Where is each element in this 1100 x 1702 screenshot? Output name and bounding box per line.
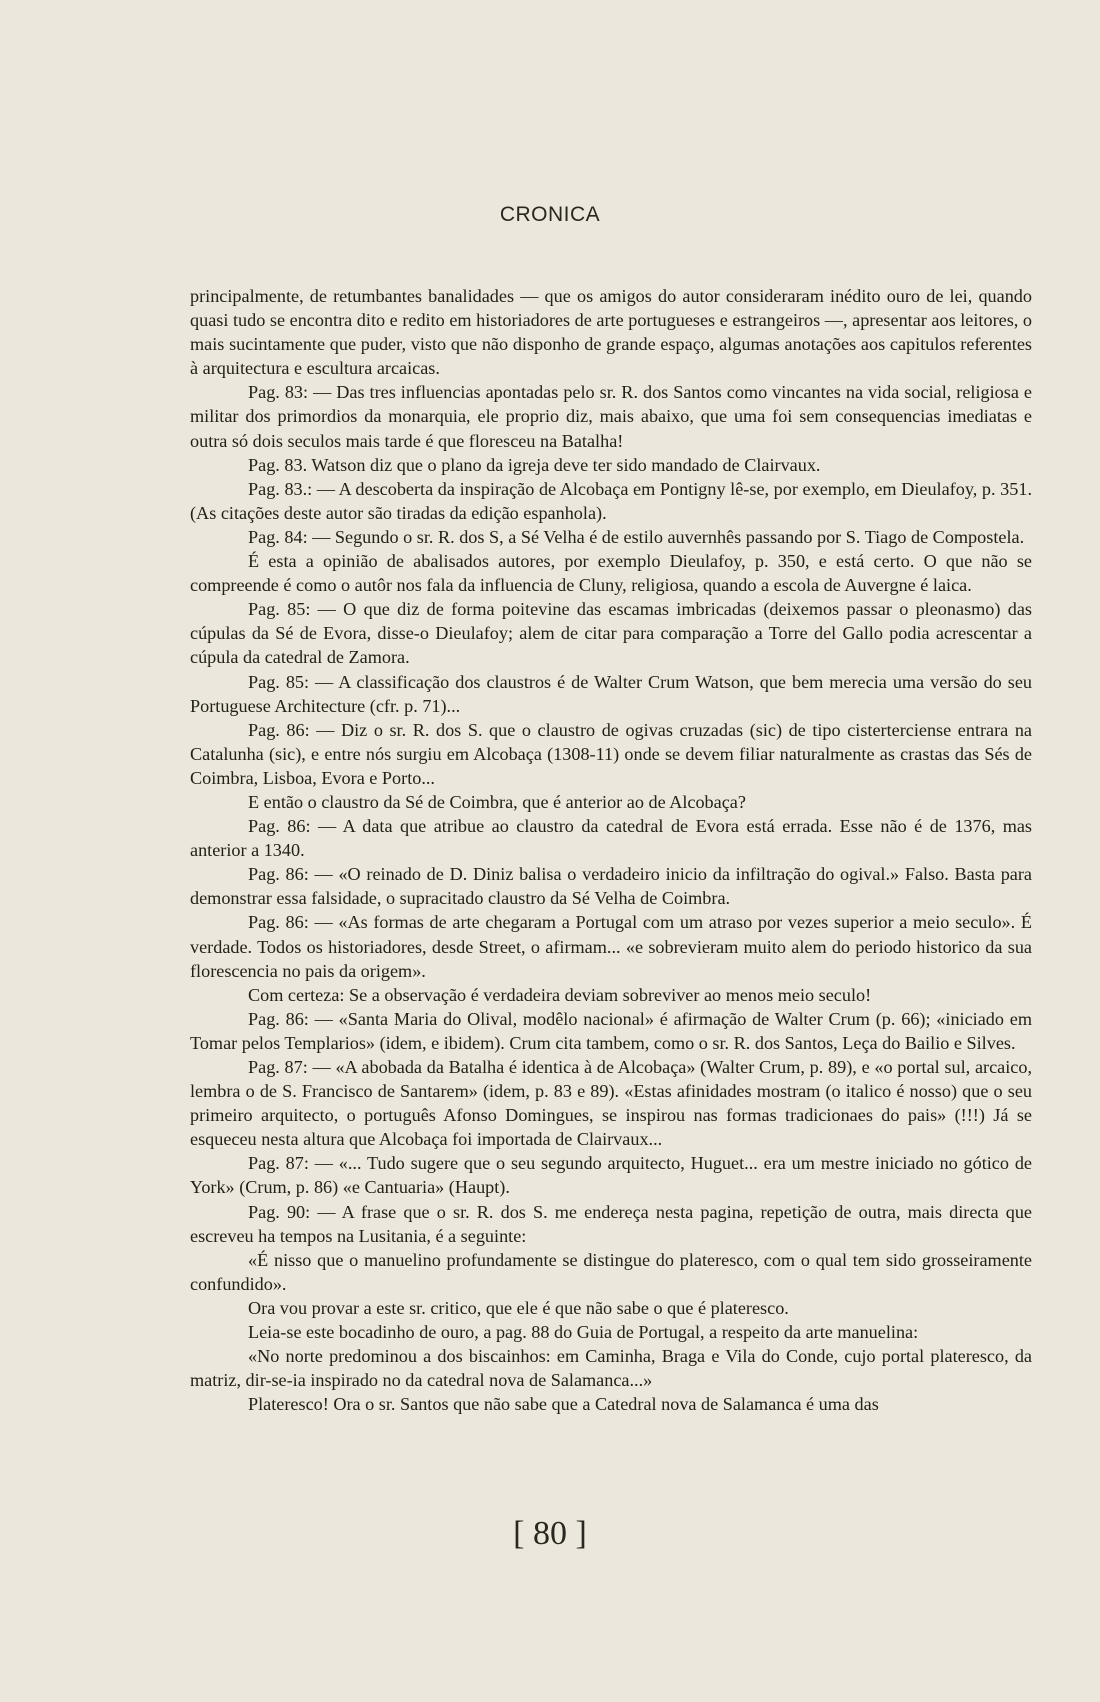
paragraph: Pag. 86: — «As formas de arte chegaram a Portugal com um atraso por vezes superior a meio seculo». É verdade. Todos os historiadores, desde Street, o afirmam... «e sobrevieram muito alem do periodo historico da sua florescencia no pais da origem».: [190, 912, 1032, 981]
paragraph: principalmente, de retumbantes banalidades — que os amigos do autor consideraram inédito ouro de lei, quando quasi tudo se encontra dito e redito em historiadores de arte portugueses e estrangeiros —, apresentar aos leitores, o mais sucintamente que puder, visto que não disponho de grande espaço, algumas anotações aos capitulos referentes à arquitectura e escultura arcaicas.: [190, 286, 1032, 379]
body-text: [190, 284, 1032, 1416]
paragraph: Pag. 86: — A data que atribue ao claustro da catedral de Evora está errada. Esse não é de 1376, mas anterior a 1340.: [190, 816, 1032, 861]
paragraph: Pag. 83: — Das tres influencias apontadas pelo sr. R. dos Santos como vincantes na vida social, religiosa e militar dos primordios da monarquia, ele proprio diz, mais abaixo, que uma foi sem consequencias imediatas e outra só dois seculos mais tarde é que floresceu na Batalha!: [190, 382, 1032, 451]
paragraph: Pag. 85: — O que diz de forma poitevine das escamas imbricadas (deixemos passar o pleonasmo) das cúpulas da Sé de Evora, disse-o Dieulafoy; alem de citar para comparação a Torre del Gallo podia acrescentar a cúpula da catedral de Zamora.: [190, 599, 1032, 668]
paragraph: Leia-se este bocadinho de ouro, a pag. 88 do Guia de Portugal, a respeito da arte manuelina:: [248, 1322, 919, 1343]
paragraph: Ora vou provar a este sr. critico, que ele é que não sabe o que é plateresco.: [248, 1297, 789, 1318]
paragraph: Pag. 84: — Segundo o sr. R. dos S, a Sé Velha é de estilo auvernhês passando por S. Tiago de Compostela.: [248, 526, 1025, 547]
paragraph: Pag. 87: — «A abobada da Batalha é identica à de Alcobaça» (Walter Crum, p. 89), e «o portal sul, arcaico, lembra o de S. Francisco de Santarem» (idem, p. 83 e 89). «Estas afinidades mostram (o italico é nosso) que o seu primeiro arquitecto, o português Afonso Domingues, se inspirou nas formas tradicionaes do pais» (!!!) Já se esqueceu nesta altura que Alcobaça foi importada de Clairvaux...: [190, 1057, 1032, 1150]
paragraph: Pag. 87: — «... Tudo sugere que o seu segundo arquitecto, Huguet... era um mestre iniciado no gótico de York» (Crum, p. 86) «e Cantuaria» (Haupt).: [190, 1153, 1032, 1198]
page-number: [ 80 ]: [513, 1515, 587, 1552]
paragraph: Plateresco! Ora o sr. Santos que não sabe que a Catedral nova de Salamanca é uma das: [248, 1394, 879, 1415]
paragraph: E então o claustro da Sé de Coimbra, que é anterior ao de Alcobaça?: [248, 791, 746, 812]
paragraph: Pag. 83. Watson diz que o plano da igreja deve ter sido mandado de Clairvaux.: [248, 454, 821, 475]
paragraph: Pag. 90: — A frase que o sr. R. dos S. me endereça nesta pagina, repetição de outra, mais directa que escreveu ha tempos na Lusitania, é a seguinte:: [190, 1201, 1032, 1246]
paragraph: Pag. 85: — A classificação dos claustros é de Walter Crum Watson, que bem merecia uma versão do seu Portuguese Architecture (cfr. p. 71)...: [190, 671, 1032, 716]
paragraph: «No norte predominou a dos biscainhos: em Caminha, Braga e Vila do Conde, cujo portal plateresco, da matriz, dir-se-ia inspirado no da catedral nova de Salamanca...»: [190, 1346, 1032, 1391]
paragraph: Pag. 86: — «Santa Maria do Olival, modêlo nacional» é afirmação de Walter Crum (p. 66); «iniciado em Tomar pelos Templarios» (idem, e ibidem). Crum cita tambem, como o sr. R. dos Santos, Leça do Bailio e Silves.: [190, 1008, 1032, 1053]
paragraph: Pag. 86: — Diz o sr. R. dos S. que o claustro de ogivas cruzadas (sic) de tipo cisterterciense entrara na Catalunha (sic), e entre nós surgiu em Alcobaça (1308-11) onde se devem filiar naturalmente as crastas das Sés de Coimbra, Lisboa, Evora e Porto...: [190, 719, 1032, 788]
paragraph: Pag. 83.: — A descoberta da inspiração de Alcobaça em Pontigny lê-se, por exemplo, em Dieulafoy, p. 351. (As citações deste autor são tiradas da edição espanhola).: [190, 478, 1032, 523]
page-header-title: CRONICA: [499, 203, 601, 226]
paragraph: Pag. 86: — «O reinado de D. Diniz balisa o verdadeiro inicio da infiltração do ogival.» Falso. Basta para demonstrar essa falsidade, o supracitado claustro da Sé Velha de Coimbra.: [190, 864, 1032, 909]
paragraph: «É nisso que o manuelino profundamente se distingue do plateresco, com o qual tem sido grosseiramente confundido».: [190, 1249, 1032, 1294]
paragraph: É esta a opinião de abalisados autores, por exemplo Dieulafoy, p. 350, e está certo. O que não se compreende é como o autôr nos fala da influencia de Cluny, religiosa, quando a escola de Auvergne é laica.: [190, 551, 1032, 596]
paragraph: Com certeza: Se a observação é verdadeira deviam sobreviver ao menos meio seculo!: [248, 984, 872, 1005]
